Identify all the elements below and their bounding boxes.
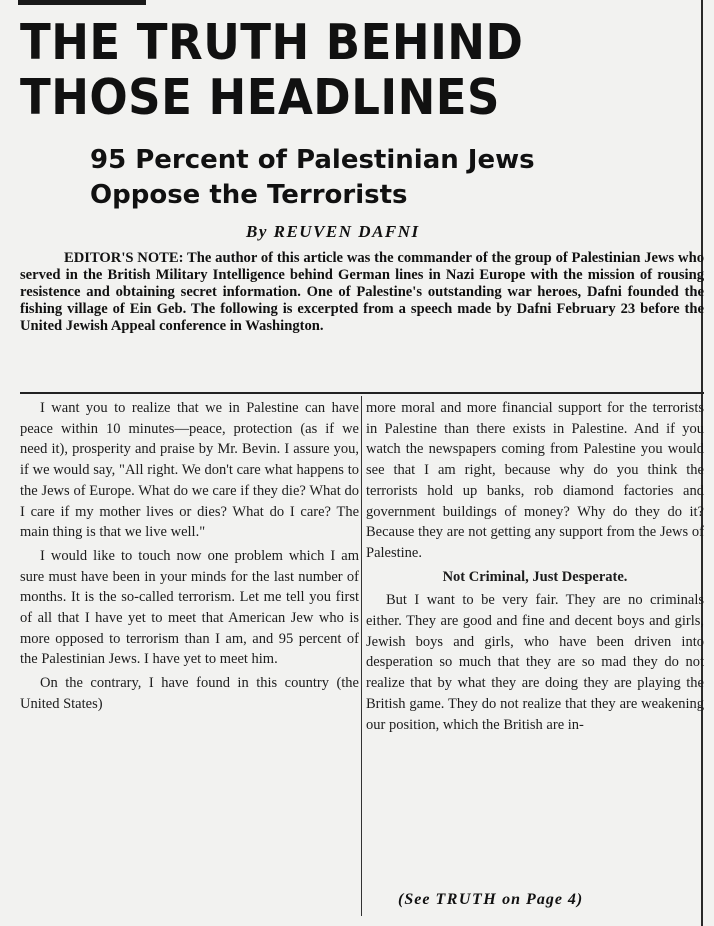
section-divider (20, 392, 704, 394)
article-column-1 (20, 398, 359, 715)
continuation-jump-line (398, 891, 583, 909)
continuation-suffix: on Page 4) (502, 891, 584, 908)
column2-paragraph-1: more moral and more financial support for the terrorists in Palestine than there exists in Palestine. And if you watch the newspapers coming from Palestine you would see that I am right, because why do you think the terrorists hold up banks, rob diamond factories and government buildings of money? Why do they do it? Because they are not getting any support from the Jews of Palestine. (366, 400, 704, 561)
subheadline-line-1: 95 Percent of Palestinian Jews (90, 145, 535, 175)
column1-paragraph-3: On the contrary, I have found in this country (the United States) (20, 675, 359, 712)
article-column-2 (366, 398, 704, 735)
byline: By REUVEN DAFNI (246, 222, 420, 241)
headline-line-1: THE TRUTH BEHIND (20, 14, 524, 71)
continuation-keyword: TRUTH (435, 891, 498, 908)
subheadline-line-2: Oppose the Terrorists (90, 180, 408, 210)
column1-paragraph-2: I would like to touch now one problem which I am sure must have been in your minds for the last number of months. It is the so-called terrorism. Let me tell you first of all that I have yet to meet that American Jew who is more opposed to terrorism than I am, and 95 percent of the Palestinian Jews. I have yet to meet him. (20, 547, 359, 668)
section-subhead: Not Criminal, Just Desperate. (442, 568, 628, 585)
top-rule (18, 0, 146, 5)
headline-line-2: THOSE HEADLINES (20, 69, 500, 126)
continuation-prefix: (See (398, 891, 431, 908)
column2-paragraph-2: But I want to be very fair. They are no criminals either. They are good and fine and decent boys and girls, Jewish boys and girls, who have been driven into desperation so much that they are so mad they do not realize that by what they are doing they are playing the British game. They do not realize that they are weakening our position, which the British are in- (366, 592, 704, 733)
column1-paragraph-1: I want you to realize that we in Palestine can have peace within 10 minutes—peace, protection (as if we need it), prosperity and praise by Mr. Bevin. I assure you, if we would say, "All right. We don't care what happens to the Jews of Europe. What do we care if they die? What do I care if my mother lives or dies? What do I care? The main thing is that we live well." (20, 400, 359, 541)
column-divider (361, 396, 362, 916)
editors-note: EDITOR'S NOTE: The author of this article was the commander of the group of Palestinian Jews who served in the British Military Intelligence behind German lines in Nazi Europe with the mission of rousing resistence and obtaining secret information. One of Palestine's outstanding war heroes, Dafni founded the fishing village of Ein Geb. The following is excerpted from a speech made by Dafni February 23 before the United Jewish Appeal conference in Washington. (20, 250, 704, 334)
